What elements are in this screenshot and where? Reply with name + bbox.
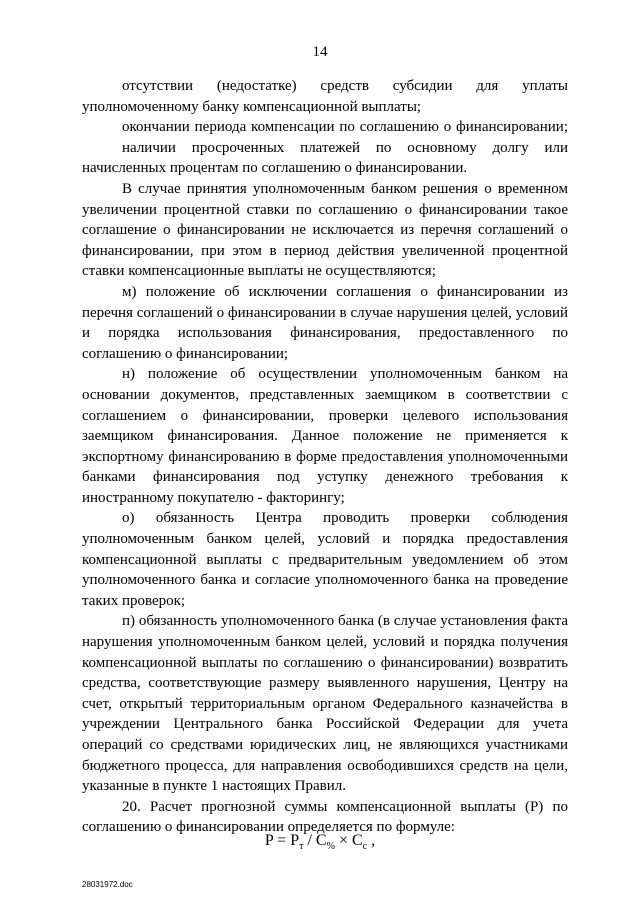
document-reference: 28031972.doc bbox=[82, 880, 133, 889]
paragraph: окончании периода компенсации по соглашению о финансировании; bbox=[122, 119, 568, 136]
paragraph: В случае принятия уполномоченным банком решения о временном увеличении процентной ставки по соглашению о финансировании такое соглашение о финансировании не исключается из перечня соглашений о финансировании, при этом в период действия увеличенной процентной ставки компенсационные выплаты не осуществляются; bbox=[82, 180, 568, 280]
paragraph: о) обязанность Центра проводить проверки соблюдения уполномоченным банком целей, условий и порядка предоставления компенсационной выплаты с предварительным уведомлением об этом уполномоченного банка и согласие уполномоченного банка на проведение таких проверок; bbox=[82, 510, 568, 609]
paragraph: 20. Расчет прогнозной суммы компенсационной выплаты (Р) по соглашению о финансировании определяется по формуле: bbox=[82, 798, 568, 836]
formula-subscript-t: т bbox=[299, 841, 304, 853]
paragraph: отсутствии (недостатке) средств субсидии для уплаты уполномоченному банку компенсационной выплаты; bbox=[82, 78, 568, 115]
formula-subscript-c: с bbox=[362, 841, 368, 853]
paragraph: п) обязанность уполномоченного банка (в случае установления факта нарушения уполномоченным банком целей, условий и порядка получения компенсационной выплаты по соглашению о финансировании) возвратить средства, соответствующие размеру выявленного нарушения, Центру на счет, открытый территориальным органом Федерального казначейства в учреждении Центрального банка Российской Федерации для учета операций со средствами юридических лиц, не являющихся участниками бюджетного процесса, для направления освободившихся средств на цели, указанные в пункте 1 настоящих Правил. bbox=[82, 613, 568, 795]
paragraph: н) положение об осуществлении уполномоченным банком на основании документов, представленных заемщиком в соответствии с соглашением о финансировании, проверки целевого использования заемщиком финансирования. Данное положение не применяется к экспортному финансированию в форме предоставления уполномоченными банками финансирования под уступку денежного требования к иностранному покупателю - факторингу; bbox=[82, 366, 568, 506]
formula-subscript-pct: % bbox=[326, 841, 335, 853]
document-body bbox=[82, 76, 568, 838]
formula-div: / C bbox=[303, 832, 327, 849]
formula bbox=[0, 832, 640, 852]
formula-tail: , bbox=[367, 832, 376, 849]
formula-lhs: P = P bbox=[264, 832, 300, 849]
page-number: 14 bbox=[312, 44, 328, 60]
formula-mul: × C bbox=[334, 832, 363, 849]
paragraph: наличии просроченных платежей по основному долгу или начисленных процентам по соглашению о финансировании. bbox=[82, 139, 568, 177]
paragraph: м) положение об исключении соглашения о финансировании из перечня соглашений о финансировании в случае нарушения целей, условий и порядка использования финансирования, предоставленного по соглашению о финансировании; bbox=[82, 283, 568, 362]
